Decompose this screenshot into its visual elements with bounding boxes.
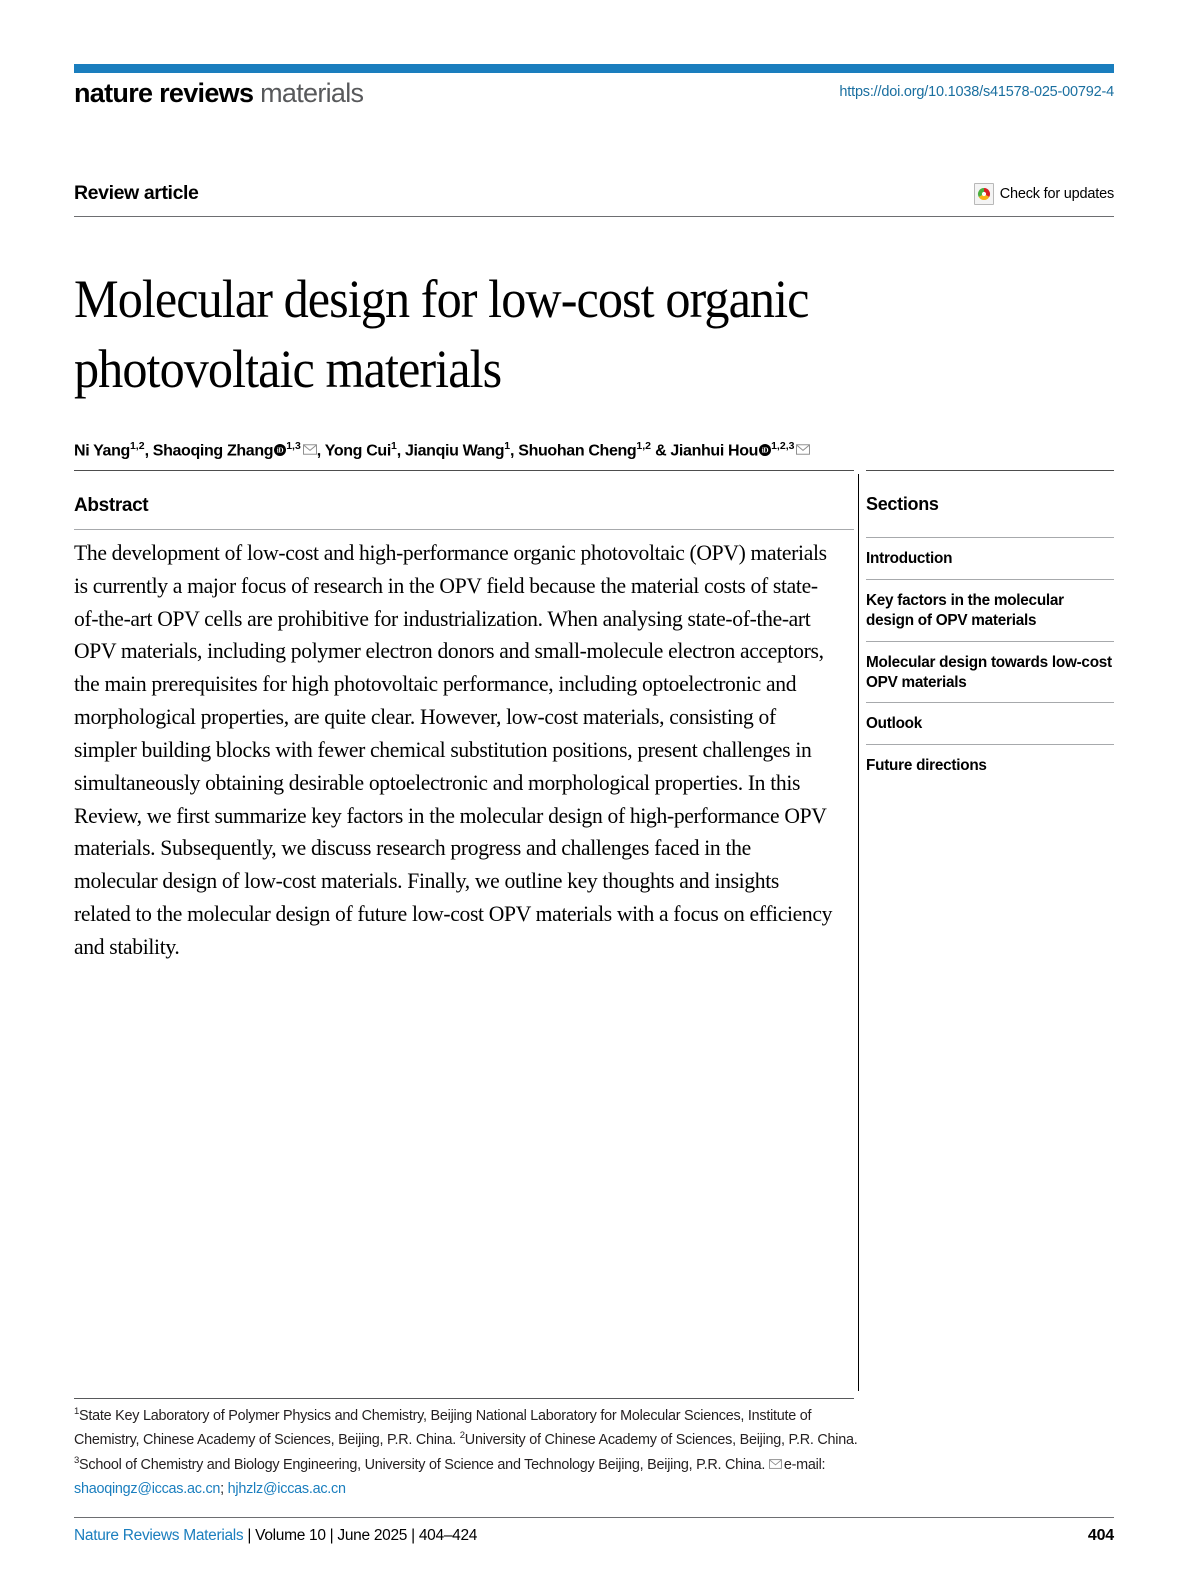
- author-affiliation-marker: 1,2: [636, 440, 651, 452]
- section-link-1[interactable]: Key factors in the molecular design of OPV materials: [866, 579, 1114, 641]
- sections-list: [866, 537, 1114, 786]
- email-link[interactable]: hjhzlz@iccas.ac.cn: [227, 1481, 346, 1498]
- check-for-updates-button[interactable]: [974, 183, 1114, 205]
- affiliation-text: University of Chinese Academy of Sciences, Beijing, P.R. China.: [464, 1432, 858, 1449]
- sections-heading: Sections: [866, 493, 939, 514]
- article-type-row: [74, 182, 1114, 212]
- section-link-2[interactable]: Molecular design towards low-cost OPV materials: [866, 641, 1114, 703]
- orcid-icon[interactable]: [274, 441, 286, 456]
- title-rule: [74, 216, 1114, 217]
- email-icon: [769, 1453, 782, 1463]
- column-divider: [858, 474, 859, 1391]
- footer-citation: [74, 1527, 477, 1545]
- footer-page-number: 404: [1087, 1527, 1114, 1544]
- crossmark-icon: [974, 183, 994, 205]
- affiliation-text: State Key Laboratory of Polymer Physics and Chemistry, Beijing National Laboratory for Molecular Sciences, Institute of Chemistry, Chinese Academy of Sciences, Beijing, P.R. China.: [74, 1408, 812, 1449]
- article-type-label: Review article: [74, 182, 199, 204]
- affiliation-marker: 2: [459, 1430, 465, 1442]
- author-name: Yong Cui: [324, 442, 391, 460]
- author-name: Ni Yang: [74, 442, 130, 460]
- author-name: Shuohan Cheng: [518, 442, 637, 460]
- email-label: e-mail:: [783, 1456, 826, 1473]
- email-link[interactable]: shaoqingz@iccas.ac.cn: [74, 1481, 221, 1498]
- footer-rule: [74, 1517, 1114, 1518]
- journal-logo-light: materials: [253, 78, 364, 108]
- affiliations-note: [74, 1404, 864, 1502]
- author-affiliation-marker: 1,3: [286, 440, 301, 452]
- abstract-under-rule: [74, 529, 854, 530]
- doi-link[interactable]: https://doi.org/10.1038/s41578-025-00792-4: [839, 84, 1114, 100]
- author-list: Ni Yang$^{1,2}$, Shaoqing Zhang iD $^{1,3}$ , Yong Cui$^1$, Jianqiu Wang$^1$, Shuohan Cheng$^{1,2}$ & Jianhui Hou iD $^{1,2,3}$: [74, 439, 1114, 463]
- footer-volume-info: | Volume 10 | June 2025 | 404–424: [243, 1527, 478, 1544]
- author-name: Jianqiu Wang: [404, 442, 505, 460]
- corresponding-author-icon[interactable]: [303, 440, 317, 451]
- author-affiliation-marker: 1: [504, 440, 511, 452]
- author-name: Shaoqing Zhang: [152, 442, 274, 460]
- corresponding-author-icon[interactable]: [796, 440, 810, 451]
- svg-text:iD: iD: [276, 447, 284, 456]
- section-link-4[interactable]: Future directions: [866, 744, 1114, 786]
- masthead: [74, 78, 1114, 114]
- journal-logo: [74, 78, 363, 109]
- affiliations-rule: [74, 1398, 854, 1399]
- abstract-heading: Abstract: [74, 494, 149, 516]
- author-name: Jianhui Hou: [670, 442, 759, 460]
- author-affiliation-marker: 1,2: [129, 440, 145, 452]
- abstract-text: The development of low-cost and high-performance organic photovoltaic (OPV) materials is currently a major focus of research in the OPV field because the material costs of state-of-the-art OPV cells are prohibitive for industrialization. When analysing state-of-the-art OPV materials, including polymer electron donors and small-molecule electron acceptors, the main prerequisites for high photovoltaic performance, including optoelectronic and morphological properties, are quite clear. However, low-cost materials, consisting of simpler building blocks with fewer chemical substitution positions, present challenges in simultaneously obtaining desirable optoelectronic and morphological properties. In this Review, we first summarize key factors in the molecular design of high-performance OPV materials. Subsequently, we discuss research progress and challenges faced in the molecular design of low-cost materials. Finally, we outline key thoughts and insights related to the molecular design of future low-cost OPV materials with a focus on efficiency and stability.: [74, 540, 833, 959]
- section-link-0[interactable]: Introduction: [866, 537, 1114, 579]
- page-footer: [74, 1527, 1114, 1551]
- journal-logo-bold: nature reviews: [74, 78, 254, 108]
- affiliation-marker: 1: [74, 1406, 80, 1418]
- affiliation-marker: 3: [74, 1455, 80, 1467]
- author-affiliation-marker: 1: [390, 440, 397, 452]
- check-for-updates-label: Check for updates: [999, 186, 1114, 202]
- orcid-icon[interactable]: [759, 441, 771, 456]
- sections-top-rule: [866, 470, 1114, 471]
- footer-journal-name[interactable]: Nature Reviews Materials: [74, 1527, 244, 1544]
- page-title: Molecular design for low-cost organic photovoltaic materials: [74, 269, 809, 400]
- email-separator: ;: [220, 1481, 228, 1498]
- brand-bar: [74, 64, 1114, 73]
- author-affiliation-marker: 1,2,3: [771, 440, 795, 452]
- affiliation-text: School of Chemistry and Biology Engineering, University of Science and Technology Beijing, Beijing, P.R. China.: [79, 1456, 769, 1473]
- abstract-top-rule: [74, 470, 854, 471]
- section-link-3[interactable]: Outlook: [866, 702, 1114, 744]
- svg-text:iD: iD: [761, 447, 769, 456]
